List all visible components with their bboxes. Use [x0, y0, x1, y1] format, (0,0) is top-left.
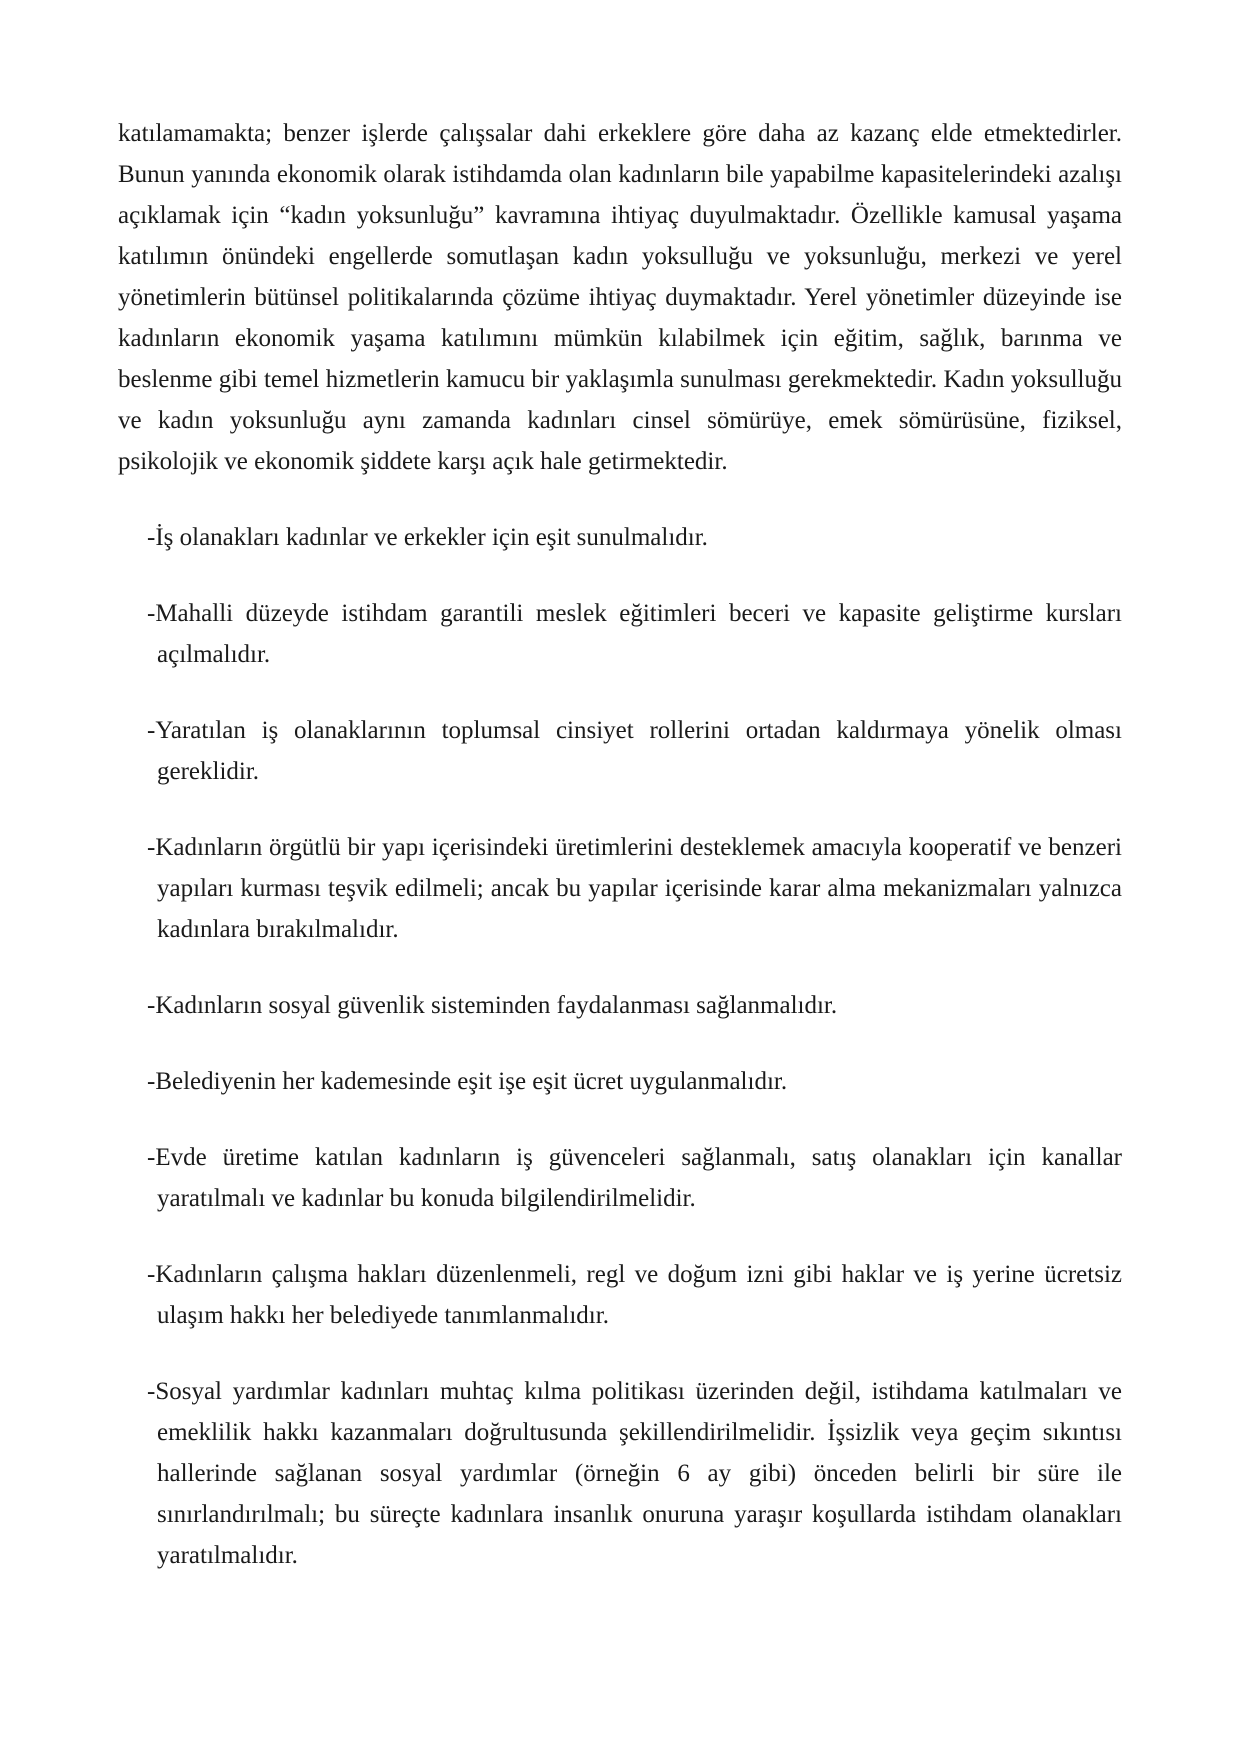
recommendation-item-3: -Yaratılan iş olanaklarının toplumsal cinsiyet rollerini ortadan kaldırmaya yönelik olması gereklidir.	[147, 717, 1122, 785]
recommendation-item-6: -Belediyenin her kademesinde eşit işe eşit ücret uygulanmalıdır.	[147, 1068, 788, 1095]
recommendation-item-8: -Kadınların çalışma hakları düzenlenmeli, regl ve doğum izni gibi haklar ve iş yerine ücretsiz ulaşım hakkı her belediyede tanımlanmalıdır.	[147, 1261, 1122, 1329]
recommendation-item-2: -Mahalli düzeyde istihdam garantili meslek eğitimleri beceri ve kapasite geliştirme kursları açılmalıdır.	[147, 600, 1122, 668]
intro-paragraph: katılamamakta; benzer işlerde çalışsalar dahi erkeklere göre daha az kazanç elde etmektedirler. Bunun yanında ekonomik olarak istihdamda olan kadınların bile yapabilme kapasitelerindeki azalışı açıklamak için “kadın yoksunluğu” kavramına ihtiyaç duyulmaktadır. Özellikle kamusal yaşama katılımın önündeki engellerde somutlaşan kadın yoksulluğu ve yoksunluğu, merkezi ve yerel yönetimlerin bütünsel politikalarında çözüme ihtiyaç duymaktadır. Yerel yönetimler düzeyinde ise kadınların ekonomik yaşama katılımını mümkün kılabilmek için eğitim, sağlık, barınma ve beslenme gibi temel hizmetlerin kamucu bir yaklaşımla sunulması gerekmektedir. Kadın yoksulluğu ve kadın yoksunluğu aynı zamanda kadınları cinsel sömürüye, emek sömürüsüne, fiziksel, psikolojik ve ekonomik şiddete karşı açık hale getirmektedir.	[118, 120, 1122, 475]
recommendation-item-4: -Kadınların örgütlü bir yapı içerisindeki üretimlerini desteklemek amacıyla kooperatif ve benzeri yapıları kurması teşvik edilmeli; ancak bu yapılar içerisinde karar alma mekanizmaları yalnızca kadınlara bırakılmalıdır.	[147, 834, 1122, 943]
recommendation-item-7: -Evde üretime katılan kadınların iş güvenceleri sağlanmalı, satış olanakları için kanallar yaratılmalı ve kadınlar bu konuda bilgilendirilmelidir.	[147, 1144, 1122, 1212]
recommendation-item-5: -Kadınların sosyal güvenlik sisteminden faydalanması sağlanmalıdır.	[147, 992, 838, 1019]
recommendation-item-1: -İş olanakları kadınlar ve erkekler için eşit sunulmalıdır.	[147, 524, 708, 551]
recommendation-item-9: -Sosyal yardımlar kadınları muhtaç kılma politikası üzerinden değil, istihdama katılmaları ve emeklilik hakkı kazanmaları doğrultusunda şekillendirilmelidir. İşsizlik veya geçim sıkıntısı hallerinde sağlanan sosyal yardımlar (örneğin 6 ay gibi) önceden belirli bir süre ile sınırlandırılmalı; bu süreçte kadınlara insanlık onuruna yaraşır koşullarda istihdam olanakları yaratılmalıdır.	[147, 1378, 1122, 1569]
